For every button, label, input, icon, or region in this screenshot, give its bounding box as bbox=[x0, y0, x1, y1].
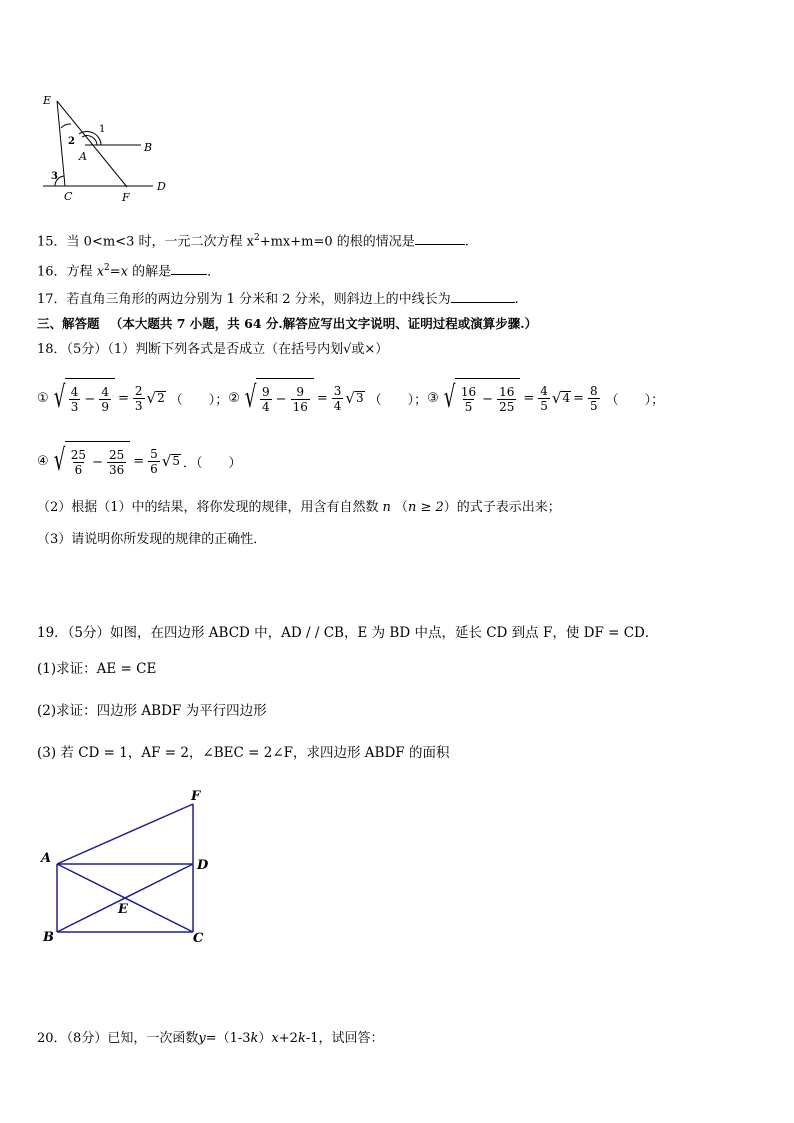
math-row-2: ④ √ $\frac{25}{6}$ − $\frac{25}{36}$ = $\frac{5}{6}$ √ 5 ．（ ） bbox=[37, 436, 242, 486]
answer-bracket-2[interactable]: （ ）； bbox=[368, 392, 428, 408]
label-B: B bbox=[144, 141, 153, 154]
label-C: C bbox=[193, 931, 204, 946]
label-D: D bbox=[197, 858, 209, 873]
label-1: 1 bbox=[99, 124, 106, 135]
label-2: 2 bbox=[68, 136, 75, 147]
sqrt-expr: √ $\frac{4}{3}$ − $\frac{4}{9}$ bbox=[50, 378, 115, 418]
question-16: 16．方程 $x^2=x$ 的解是 ． bbox=[37, 263, 221, 280]
answer-bracket-4[interactable]: ．（ ） bbox=[183, 455, 242, 471]
label-F: F bbox=[191, 789, 201, 804]
sqrt-expr: √ $\frac{9}{4}$ − $\frac{9}{16}$ bbox=[241, 378, 314, 418]
answer-blank[interactable] bbox=[451, 290, 515, 303]
label-E: E bbox=[43, 94, 52, 107]
question-18-intro: 18．（5分）（1）判断下列各式是否成立（在括号内划√或×） bbox=[37, 342, 389, 357]
question-18-part3: （3）请说明你所发现的规律的正确性． bbox=[37, 532, 267, 547]
sqrt-expr: √ $\frac{25}{6}$ − $\frac{25}{36}$ bbox=[50, 441, 131, 481]
label-3: 3 bbox=[51, 171, 58, 182]
section-3-heading: 三、解答题 （本大题共 7 小题，共 64 分.解答应写出文字说明、证明过程或演算步骤.） bbox=[37, 316, 538, 331]
question-19-intro: 19．（5分）如图，在四边形 ABCD 中，AD / / CB，E 为 BD 中点，延长 CD 到点 F，使 DF = CD． bbox=[37, 625, 659, 641]
label-B: B bbox=[43, 930, 54, 945]
label-A: A bbox=[79, 150, 87, 163]
label-F: F bbox=[122, 191, 130, 204]
answer-bracket-3[interactable]: （ ）； bbox=[605, 392, 665, 408]
label-E: E bbox=[118, 902, 128, 917]
sqrt-expr: √ $\frac{16}{5}$ − $\frac{16}{25}$ bbox=[440, 378, 521, 418]
question-18-part2: （2）根据（1）中的结果，将你发现的规律，用含有自然数 n （n ≥ 2）的式子表示出来； bbox=[37, 500, 561, 515]
question-17: 17．若直角三角形的两边分别为 1 分米和 2 分米，则斜边上的中线长为 . bbox=[37, 292, 519, 307]
answer-blank[interactable] bbox=[415, 232, 465, 245]
answer-bracket-1[interactable]: （ ）； bbox=[169, 392, 229, 408]
label-C: C bbox=[64, 190, 73, 203]
label-D: D bbox=[157, 180, 166, 193]
angle-figure bbox=[35, 88, 185, 208]
answer-blank[interactable] bbox=[171, 262, 207, 275]
question-19-s1: (1)求证：AE = CE bbox=[37, 661, 157, 677]
math-row-1: ① √ $\frac{4}{3}$ − $\frac{4}{9}$ = $\frac{2}{3}$ √ 2 （ ）； ② √ $\frac{9}{4}$ − $\frac{9}{16}$ = $\frac{3}{4}$ √ 3 （ ）； ③ √ $\frac{16}{5}$ − $\frac{16}{25}$ = $\frac{4}{5}$ √ 4 = $\frac{8}{5}$ （ ）； bbox=[37, 373, 664, 423]
question-19-s2: (2)求证：四边形 ABDF 为平行四边形 bbox=[37, 703, 267, 719]
question-19-s3: (3) 若 CD = 1，AF = 2，∠BEC = 2∠F，求四边形 ABDF 的面积 bbox=[37, 745, 450, 761]
quadrilateral-figure bbox=[35, 782, 225, 952]
label-A: A bbox=[41, 851, 52, 866]
question-15: 15．当 0<m<3 时，一元二次方程 $x^2+mx+m=0$ 的根的情况是 . bbox=[37, 233, 469, 250]
question-20: 20．（8分）已知，一次函数y=（1-3k）x+2k-1，试回答： bbox=[37, 1031, 384, 1046]
